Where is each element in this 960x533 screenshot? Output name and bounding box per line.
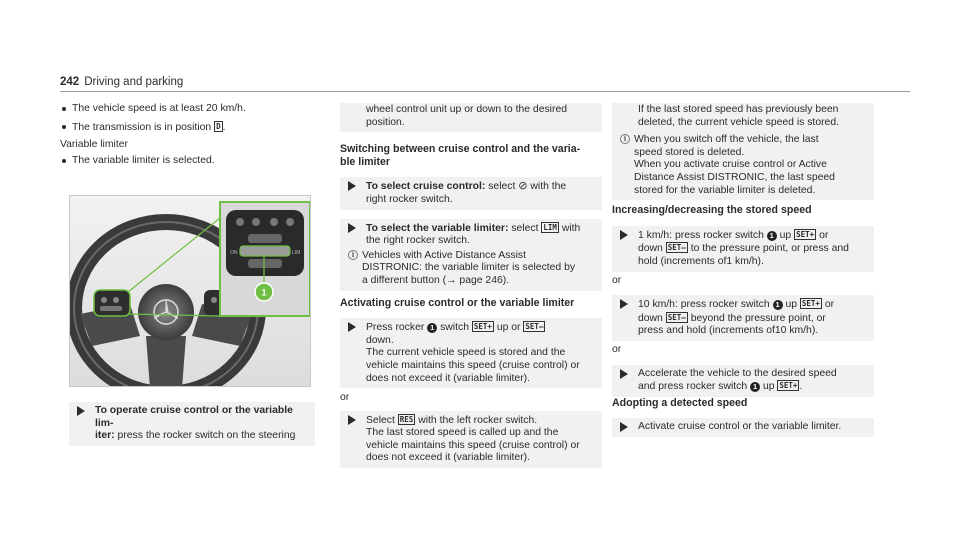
column-3 [612,103,874,437]
triangle-arrow-icon [77,406,85,416]
svg-text:ON: ON [230,250,238,256]
page-header [60,76,183,90]
triangle-arrow-icon [620,299,628,309]
res-button-icon: RES [399,414,414,424]
step-accelerate: Accelerate the vehicle to the desired speed and press rocker switch 1 up SET+ . [612,365,874,397]
set-minus-icon: SET– [667,243,686,253]
lim-button-icon: LIM [543,222,557,232]
bullet-transmission: The transmission is in position D . [60,121,320,135]
limiter-heading: Variable limiter [60,139,128,151]
note-stored-speed: i When you switch off the vehicle, the last speed stored is deleted. When you activate cruise control or Active Distance Assist DISTRONIC, the last speed stored for the variable limiter is deleted. [620,134,870,197]
stored-speed-text: If the last stored speed has previously been deleted, the current vehicle speed is stored. i When you switch off the vehicle, the last speed stored is deleted. When you activate cruise control or Active Distance Assist DISTRONIC, the last speed stored for the variable limiter is deleted. [612,103,874,200]
set-plus-icon: SET+ [473,322,492,332]
triangle-arrow-icon [348,181,356,191]
step-operate-cruise: To operate cruise control or the variable lim- iter: press the rocker switch on the steering [69,402,315,446]
steering-wheel-illustration [70,196,311,387]
step-10kmh: 10 km/h: press rocker switch 1 up SET+ or down SET– beyond the pressure point, or press and hold (increments of10 km/h). [612,295,874,341]
step-continuation: wheel control unit up or down to the desired position. [340,103,602,132]
set-minus-icon: SET– [667,312,686,322]
set-minus-icon: SET– [525,322,544,332]
triangle-arrow-icon [348,415,356,425]
triangle-arrow-icon [348,322,356,332]
callout-1-icon: 1 [767,231,777,241]
figure-callout-1: 1 [261,287,267,298]
or-separator: or [340,392,350,404]
triangle-arrow-icon [620,422,628,432]
step-select-limiter: To select the variable limiter: select LIM with the right rocker switch. i Vehicles with Active Distance Assist DISTRONIC: the variable limiter is selected by a different button (→ page 246). [340,219,602,291]
step-press-rocker: Press rocker 1 switch SET+ up or SET– down. The current vehicle speed is stored and the vehicle maintains this speed (cruise control) or does not exceed it (variable limiter). [340,318,602,388]
svg-text:LIM: LIM [292,250,301,256]
callout-1-icon: 1 [773,300,783,310]
step-activate: Activate cruise control or the variable limiter. [612,418,874,437]
callout-1-icon: 1 [427,323,437,333]
note-distronic: i Vehicles with Active Distance Assist DISTRONIC: the variable limiter is selected by a different button (→ page 246). [348,250,598,288]
set-plus-icon: SET+ [801,299,820,309]
info-circle-icon: i [620,134,630,144]
cruise-control-icon: ⊘ [518,179,528,193]
adopting-heading: Adopting a detected speed [612,396,748,409]
triangle-arrow-icon [348,223,356,233]
transmission-d-icon: D [216,121,221,131]
callout-1-icon: 1 [750,382,760,392]
set-plus-icon: SET+ [796,229,815,239]
set-plus-icon: SET+ [779,381,798,391]
page-number: 242 [60,76,80,88]
info-circle-icon: i [348,250,358,260]
triangle-arrow-icon [620,230,628,240]
step-select-res: Select RES with the left rocker switch. The last stored speed is called up and the vehicle maintains this speed (cruise control) or does not exceed it (variable limiter). [340,411,602,468]
column-1 [60,103,320,167]
or-separator: or [612,274,622,286]
header-divider [60,91,910,92]
increasing-heading: Increasing/decreasing the stored speed [612,204,812,217]
or-separator: or [612,343,622,355]
column-2 [340,103,602,468]
activating-heading: Activating cruise control or the variable limiter [340,296,575,309]
switching-heading: Switching between cruise control and the varia- ble limiter [340,143,581,168]
steering-wheel-figure [69,195,311,387]
bullet-limiter: The variable limiter is selected. [60,155,320,168]
step-select-cruise: To select cruise control: select ⊘ with the right rocker switch. [340,177,602,209]
step-1kmh: 1 km/h: press rocker switch 1 up SET+ or down SET– to the pressure point, or press and hold (increments of1 km/h). [612,226,874,272]
page-title: Driving and parking [84,76,184,88]
triangle-arrow-icon [620,369,628,379]
bullet-speed: The vehicle speed is at least 20 km/h. [60,103,320,116]
